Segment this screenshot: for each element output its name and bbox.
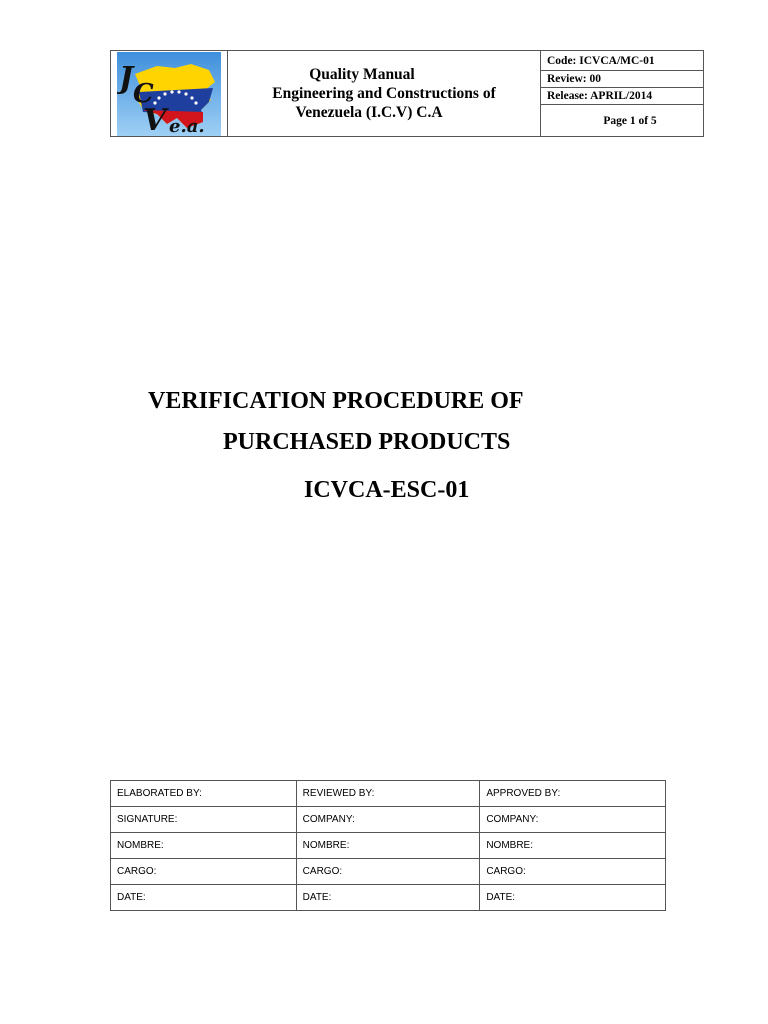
table-cell: DATE: bbox=[111, 885, 297, 911]
table-cell: APPROVED BY: bbox=[480, 781, 666, 807]
table-row bbox=[111, 833, 666, 859]
header-title-line-2: Engineering and Constructions of bbox=[272, 85, 496, 102]
table-cell: CARGO: bbox=[111, 859, 297, 885]
doc-review: Review: 00 bbox=[541, 71, 703, 88]
table-row bbox=[111, 781, 666, 807]
document-header bbox=[110, 50, 704, 137]
table-cell: SIGNATURE: bbox=[111, 807, 297, 833]
table-row bbox=[111, 859, 666, 885]
table-row bbox=[111, 807, 666, 833]
doc-release: Release: APRIL/2014 bbox=[541, 88, 703, 105]
table-cell: CARGO: bbox=[296, 859, 480, 885]
table-cell: NOMBRE: bbox=[480, 833, 666, 859]
company-logo bbox=[117, 52, 221, 136]
svg-text:e.a.: e.a. bbox=[169, 115, 205, 136]
document-code: ICVCA-ESC-01 bbox=[304, 477, 470, 503]
table-cell: COMPANY: bbox=[480, 807, 666, 833]
table-cell: NOMBRE: bbox=[111, 833, 297, 859]
table-cell: CARGO: bbox=[480, 859, 666, 885]
header-title bbox=[228, 51, 541, 136]
company-logo-cell bbox=[111, 51, 228, 136]
table-cell: ELABORATED BY: bbox=[111, 781, 297, 807]
header-title-line-3: Venezuela (I.C.V) C.A bbox=[295, 104, 443, 121]
header-title-line-1: Quality Manual bbox=[309, 66, 415, 83]
svg-text:C: C bbox=[133, 78, 154, 109]
table-cell: DATE: bbox=[296, 885, 480, 911]
table-row bbox=[111, 885, 666, 911]
doc-code: Code: ICVCA/MC-01 bbox=[541, 51, 703, 71]
table-cell: NOMBRE: bbox=[296, 833, 480, 859]
table-cell: REVIEWED BY: bbox=[296, 781, 480, 807]
signature-table bbox=[110, 780, 666, 911]
table-cell: DATE: bbox=[480, 885, 666, 911]
header-meta bbox=[541, 51, 703, 136]
page-number: Page 1 of 5 bbox=[603, 114, 657, 127]
document-title-line-1: VERIFICATION PROCEDURE OF bbox=[148, 388, 524, 414]
svg-text:J: J bbox=[119, 60, 134, 96]
document-title-line-2: PURCHASED PRODUCTS bbox=[223, 429, 511, 455]
svg-text:V: V bbox=[143, 102, 167, 136]
table-cell: COMPANY: bbox=[296, 807, 480, 833]
